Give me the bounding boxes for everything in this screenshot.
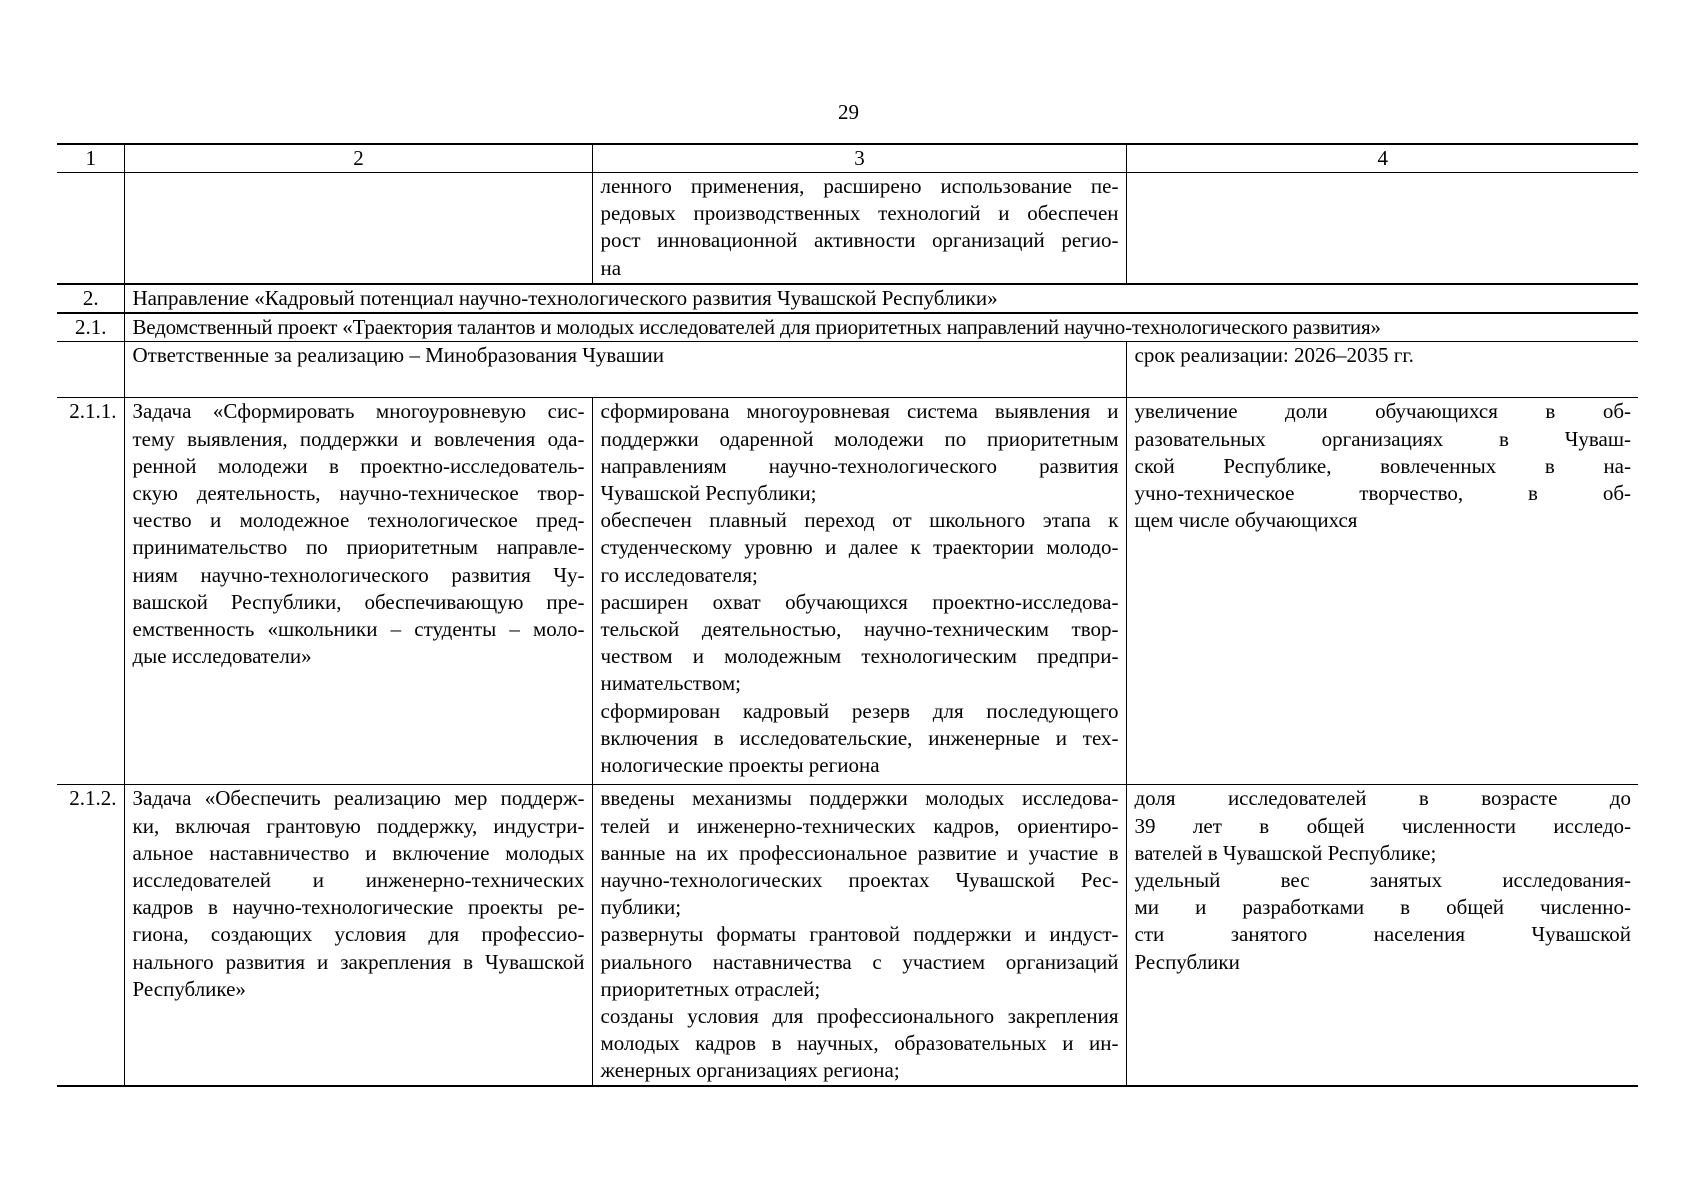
text-line: ки, включая грантовую поддержку, индустри-	[132, 813, 585, 838]
responsible-row	[57, 342, 1638, 398]
empty-cell	[57, 173, 124, 285]
empty-cell	[57, 342, 124, 398]
text-line: Задача «Обеспечить реализацию мер поддерж-	[132, 786, 585, 811]
text-line: ми и разработками в общей численно-	[1134, 895, 1631, 920]
column-number: 1	[57, 144, 124, 173]
text-line: гиона, создающих условия для профессио-	[132, 922, 585, 947]
text-line: тельской деятельностью, научно-техническим твор-	[600, 617, 1119, 642]
text-line: ниям научно-технологического развития Чу-	[132, 562, 585, 587]
continuation-row	[57, 173, 1638, 285]
text-line: расширен охват обучающихся проектно-исследова-	[600, 589, 1119, 614]
term-text: срок реализации: 2026–2035 гг.	[1126, 342, 1638, 398]
task-row	[57, 398, 1638, 785]
direction-title: Направление «Кадровый потенциал научно-технологического развития Чувашской Республики»	[124, 284, 1638, 313]
page-number: 29	[838, 100, 859, 124]
indicator-text-cell	[1126, 398, 1638, 785]
text-line: нологические проекты региона	[600, 753, 880, 778]
text-line: ванные на их профессиональное развитие и участие в	[600, 840, 1119, 865]
text-line: сти занятого населения Чувашской	[1134, 922, 1631, 947]
text-line: рост инновационной активности организаций регио-	[600, 228, 1119, 253]
text-line: го исследователя;	[600, 562, 758, 587]
text-line: сформирована многоуровневая система выявления и	[600, 399, 1119, 424]
text-line: 39 лет в общей численности исследо-	[1134, 813, 1631, 838]
column-number: 2	[124, 144, 592, 173]
text-line: Задача «Сформировать многоуровневую сис-	[132, 399, 585, 424]
empty-cell	[124, 173, 592, 285]
empty-cell	[1126, 173, 1638, 285]
text-line: приоритетных отраслей;	[600, 976, 821, 1001]
text-line: включения в исследовательские, инженерные и тех-	[600, 725, 1119, 750]
text-line: Республики	[1134, 949, 1240, 974]
text-line: обеспечен плавный переход от школьного этапа к	[600, 508, 1119, 533]
text-line: кадров в научно-технологические проекты ре-	[132, 895, 585, 920]
row-number: 2.	[57, 284, 124, 313]
text-line: нального развития и закрепления в Чувашской	[132, 949, 585, 974]
text-line: научно-технологических проектах Чувашской Рес-	[600, 868, 1119, 893]
text-line: публики;	[600, 895, 682, 920]
result-text-cell	[592, 785, 1126, 1087]
column-number: 3	[592, 144, 1126, 173]
row-number: 2.1.2.	[57, 785, 124, 1087]
text-line: ской Республике, вовлеченных в на-	[1134, 453, 1631, 478]
direction-row	[57, 284, 1638, 313]
row-number: 2.1.1.	[57, 398, 124, 785]
text-line: чеством и молодежным технологическим предпри-	[600, 644, 1119, 669]
text-line: развернуты форматы грантовой поддержки и индуст-	[600, 922, 1119, 947]
task-text-cell	[124, 785, 592, 1087]
column-number: 4	[1126, 144, 1638, 173]
program-table	[57, 143, 1638, 1087]
task-text-cell	[124, 398, 592, 785]
text-line: ленного применения, расширено использование пе-	[600, 174, 1119, 198]
text-line: редовых производственных технологий и обеспечен	[600, 201, 1119, 226]
responsible-text: Ответственные за реализацию – Минобразования Чувашии	[124, 342, 1126, 398]
text-line: вателей в Чувашской Республике;	[1134, 840, 1437, 865]
text-line: доля исследователей в возрасте до	[1134, 786, 1631, 811]
text-line: удельный вес занятых исследования-	[1134, 868, 1631, 893]
text-line: чество и молодежное технологическое пред-	[132, 508, 585, 533]
text-line: направлениям научно-технологического развития	[600, 453, 1119, 478]
text-line: введены механизмы поддержки молодых исследова-	[600, 786, 1119, 811]
task-row	[57, 785, 1638, 1087]
continuation-result-cell	[592, 173, 1126, 285]
text-line: телей и инженерно-технических кадров, ориентиро-	[600, 813, 1119, 838]
text-line: риального наставничества с участием организаций	[600, 949, 1119, 974]
text-line: емственность «школьники – студенты – моло-	[132, 617, 585, 642]
text-line: сформирован кадровый резерв для последующего	[600, 698, 1119, 723]
text-line: поддержки одаренной молодежи по приоритетным	[600, 426, 1119, 451]
text-line: вашской Республики, обеспечивающую пре-	[132, 589, 585, 614]
project-row	[57, 313, 1638, 342]
text-line: женерных организациях региона;	[600, 1058, 900, 1083]
indicator-text-cell	[1126, 785, 1638, 1087]
text-line: учно-техническое творчество, в об-	[1134, 481, 1631, 506]
text-line: тему выявления, поддержки и вовлечения ода-	[132, 426, 585, 451]
text-line: исследователей и инженерно-технических	[132, 868, 585, 893]
text-line: студенческому уровню и далее к траектории молодо-	[600, 535, 1119, 560]
text-line: дые исследователи»	[132, 644, 312, 669]
text-line: альное наставничество и включение молодых	[132, 840, 585, 865]
column-number-row	[57, 144, 1638, 173]
text-line: скую деятельность, научно-техническое твор-	[132, 481, 585, 506]
text-line: ренной молодежи в проектно-исследователь-	[132, 453, 585, 478]
text-line: созданы условия для профессионального закрепления	[600, 1004, 1119, 1029]
text-line: разовательных организациях в Чуваш-	[1134, 426, 1631, 451]
result-text-cell	[592, 398, 1126, 785]
project-title: Ведомственный проект «Траектория талантов и молодых исследователей для приоритетных направлений научно-технологического развития»	[124, 313, 1638, 342]
text-line: нимательством;	[600, 671, 741, 696]
text-line: щем числе обучающихся	[1134, 508, 1358, 533]
text-line: на	[600, 255, 622, 280]
text-line: увеличение доли обучающихся в об-	[1134, 399, 1631, 424]
row-number: 2.1.	[57, 313, 124, 342]
text-line: принимательство по приоритетным направле-	[132, 535, 585, 560]
text-line: молодых кадров в научных, образовательных и ин-	[600, 1031, 1119, 1056]
text-line: Чувашской Республики;	[600, 481, 817, 506]
text-line: Республике»	[132, 976, 246, 1001]
